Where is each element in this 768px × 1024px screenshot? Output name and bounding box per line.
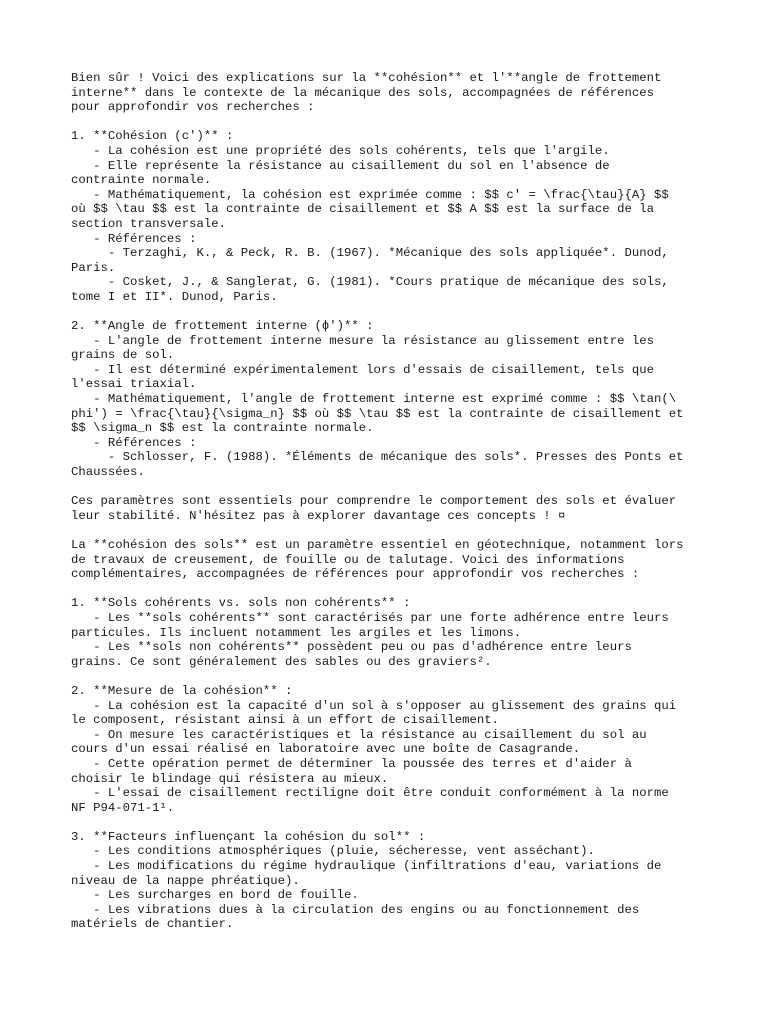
- text-line: 2. **Mesure de la cohésion** :: [71, 683, 293, 698]
- text-line: - La cohésion est une propriété des sols cohérents, tels que l'argile.: [71, 143, 610, 158]
- text-line: - Références :: [71, 435, 197, 450]
- text-line: matériels de chantier.: [71, 917, 234, 932]
- text-line: - Schlosser, F. (1988). *Éléments de mécanique des sols*. Presses des Ponts et: [71, 450, 684, 465]
- text-line: - Terzaghi, K., & Peck, R. B. (1967). *Mécanique des sols appliquée*. Dunod,: [71, 246, 669, 261]
- text-line: l'essai triaxial.: [71, 377, 197, 392]
- text-line: - Cette opération permet de déterminer la poussée des terres et d'aider à: [71, 756, 632, 771]
- blank-line: [71, 815, 711, 830]
- blank-line: [71, 480, 711, 495]
- text-line: - Les **sols cohérents** sont caractérisés par une forte adhérence entre leurs: [71, 610, 669, 625]
- text-line: - Il est déterminé expérimentalement lors d'essais de cisaillement, tels que: [71, 362, 654, 377]
- text-line: Chaussées.: [71, 465, 145, 480]
- text-line: de travaux de creusement, de fouille ou de talutage. Voici des informations: [71, 552, 625, 567]
- text-line: 2. **Angle de frottement interne (ϕ')** :: [71, 319, 374, 334]
- text-line: NF P94-071-1¹.: [71, 800, 175, 815]
- text-line: complémentaires, accompagnées de références pour approfondir vos recherches :: [71, 567, 640, 582]
- text-line: grains. Ce sont généralement des sables ou des graviers².: [71, 654, 492, 669]
- text-line: - Les modifications du régime hydraulique (infiltrations d'eau, variations de: [71, 859, 662, 874]
- text-line: le composent, résistant ainsi à un effort de cisaillement.: [71, 713, 500, 728]
- text-line: - Références :: [71, 231, 197, 246]
- blank-line: [71, 582, 711, 597]
- text-line: grains de sol.: [71, 348, 175, 363]
- text-line: où $$ \tau $$ est la contrainte de cisaillement et $$ A $$ est la surface de la: [71, 202, 654, 217]
- text-line: particules. Ils incluent notamment les argiles et les limons.: [71, 625, 522, 640]
- text-line: choisir le blindage qui résistera au mieux.: [71, 771, 389, 786]
- blank-line: [71, 305, 711, 320]
- text-line: - Les vibrations dues à la circulation des engins ou au fonctionnement des: [71, 902, 640, 917]
- text-line: - La cohésion est la capacité d'un sol à s'opposer au glissement des grains qui: [71, 698, 677, 713]
- text-line: La **cohésion des sols** est un paramètre essentiel en géotechnique, notamment lors: [71, 538, 684, 552]
- text-line: interne** dans le contexte de la mécanique des sols, accompagnées de références: [71, 85, 654, 100]
- document-text: [71, 71, 711, 932]
- text-line: - Mathématiquement, l'angle de frottement interne est exprimé comme : $$ \tan(\: [71, 392, 677, 407]
- text-line: cours d'un essai réalisé en laboratoire avec une boîte de Casagrande.: [71, 742, 581, 757]
- text-line: $$ \sigma_n $$ est la contrainte normale.: [71, 421, 374, 436]
- text-line: 3. **Facteurs influençant la cohésion du sol** :: [71, 829, 426, 844]
- text-line: - On mesure les caractéristiques et la résistance au cisaillement du sol au: [71, 727, 647, 742]
- blank-line: [71, 115, 711, 130]
- text-line: - Les surcharges en bord de fouille.: [71, 888, 359, 903]
- text-line: section transversale.: [71, 216, 226, 231]
- blank-line: [71, 669, 711, 684]
- text-line: pour approfondir vos recherches :: [71, 100, 315, 115]
- text-line: tome I et II*. Dunod, Paris.: [71, 289, 278, 304]
- text-line: - Cosket, J., & Sanglerat, G. (1981). *Cours pratique de mécanique des sols,: [71, 275, 669, 290]
- text-line: - Elle représente la résistance au cisaillement du sol en l'absence de: [71, 158, 610, 173]
- text-line: contrainte normale.: [71, 173, 212, 188]
- text-line: niveau de la nappe phréatique).: [71, 873, 300, 888]
- text-line: leur stabilité. N'hésitez pas à explorer davantage ces concepts ! ¤: [71, 508, 566, 523]
- text-line: - Les **sols non cohérents** possèdent peu ou pas d'adhérence entre leurs: [71, 640, 632, 655]
- text-line: - Les conditions atmosphériques (pluie, sécheresse, vent asséchant).: [71, 844, 595, 859]
- text-line: - L'angle de frottement interne mesure la résistance au glissement entre les: [71, 333, 654, 348]
- text-line: phi') = \frac{\tau}{\sigma_n} $$ où $$ \tau $$ est la contrainte de cisaillement et: [71, 406, 684, 421]
- text-line: 1. **Sols cohérents vs. sols non cohérents** :: [71, 596, 411, 611]
- text-line: Bien sûr ! Voici des explications sur la **cohésion** et l'**angle de frottement: [71, 71, 662, 85]
- text-line: Paris.: [71, 260, 116, 275]
- text-line: - Mathématiquement, la cohésion est exprimée comme : $$ c' = \frac{\tau}{A} $$: [71, 187, 669, 202]
- blank-line: [71, 523, 711, 538]
- text-line: Ces paramètres sont essentiels pour comprendre le comportement des sols et évaluer: [71, 494, 677, 509]
- text-line: - L'essai de cisaillement rectiligne doit être conduit conformément à la norme: [71, 786, 669, 801]
- text-line: 1. **Cohésion (c')** :: [71, 129, 234, 144]
